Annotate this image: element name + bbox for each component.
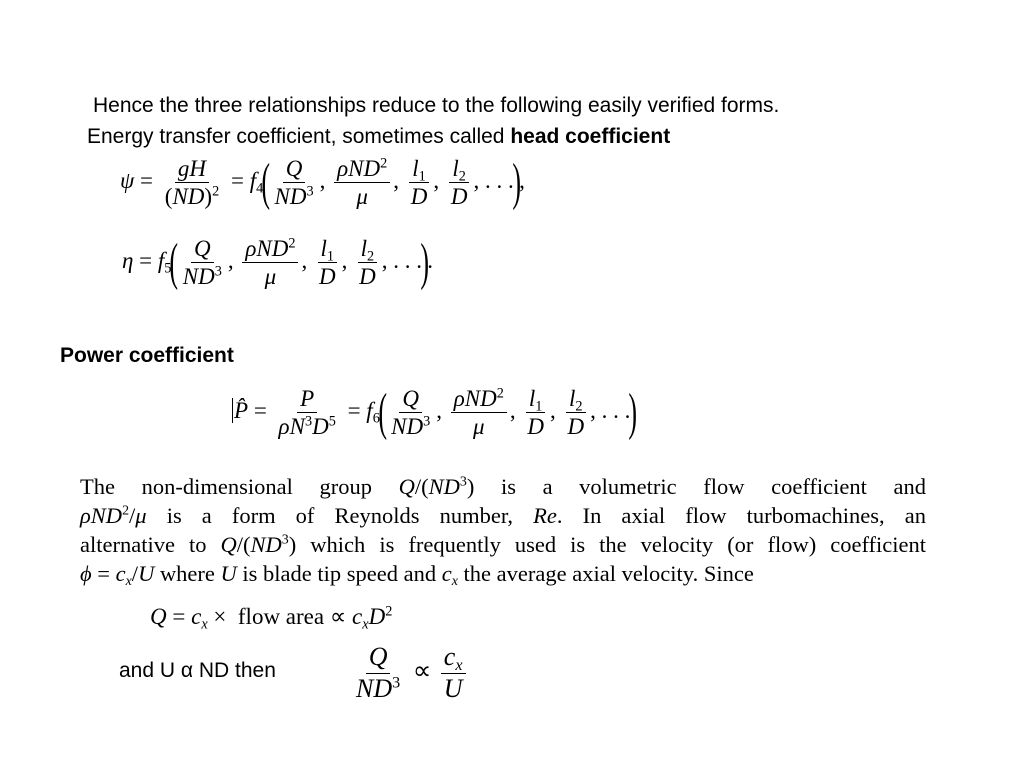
intro-line-2 bbox=[87, 125, 670, 149]
paragraph-line-2: ρND$^2$/μ is a form of Reynolds number, Re. In axial flow turbomachines, an bbox=[80, 503, 926, 528]
equation-psi: ψ = $\frac{gH}{(ND)^2}$ = $f_4$( $\frac{Q}{ND^3}$ , $\frac{\rho ND^2}{\mu}$ , $\frac{l_1}{D}$ , $\frac{l_2}{D}$ , . . .), bbox=[120, 153, 525, 211]
intro-line-1: Hence the three relationships reduce to the following easily verified forms. bbox=[93, 94, 780, 117]
equation-power: P̂ = $\frac{P}{\rho N^3D^5}$ = $f_6$( $\frac{Q}{ND^3}$ , $\frac{\rho ND^2}{\mu}$ , $\frac{l_1}{D}$ , $\frac{l_2}{D}$ , . . .) bbox=[234, 383, 638, 441]
equation-flow-area: $Q = c_x$ × flow area ∝ $c_xD^2$ bbox=[150, 603, 393, 633]
paragraph-line-1: The non-dimensional group $Q/(ND^3)$ is a volumetric flow coefficient and bbox=[80, 474, 927, 499]
head-coefficient-term: head coefficient bbox=[510, 125, 671, 148]
power-coefficient-heading: Power coefficient bbox=[60, 344, 234, 367]
intro-line-2-text: Energy transfer coefficient, sometimes called bbox=[87, 125, 511, 148]
bottom-text: and U α ND then bbox=[119, 659, 276, 682]
flow-area-text: flow area bbox=[237, 604, 325, 629]
equation-ratio: $\frac{Q}{ND^3}$ ∝ $\frac{c_x}{U}$ bbox=[350, 643, 469, 703]
paragraph-line-3: alternative to $Q/(ND^3)$ which is frequently used is the velocity (or flow) coefficient bbox=[80, 532, 927, 557]
equation-eta: $\eta = f_5$( $\frac{Q}{ND^3}$ , $\frac{\rho ND^2}{\mu}$ , $\frac{l_1}{D}$ , $\frac{l_2}{D}$ , . . .). bbox=[122, 233, 434, 291]
flow-coefficient-paragraph bbox=[80, 472, 926, 588]
paragraph-line-4: $\phi = c_x/U$ where U is blade tip speed and $c_x$ the average axial velocity. Since bbox=[80, 561, 754, 590]
